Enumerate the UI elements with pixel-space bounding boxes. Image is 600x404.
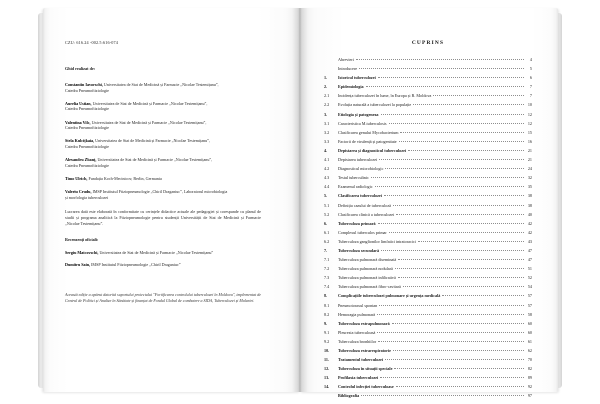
author-name: Aurelia Ustian, (65, 100, 92, 106)
toc-leader-dots (418, 241, 524, 242)
toc-entry-page-number: 5 (529, 66, 532, 72)
reviewer-name: Sergiu Matcovschi, (65, 249, 99, 255)
toc-content (324, 40, 532, 404)
toc-entry-number: 12. (324, 366, 330, 372)
author-affiliation: Universitatea de Stat de Medicină și Farmacie „Nicolae Testemițanu”, (103, 82, 219, 87)
toc-leader-dots (408, 150, 523, 151)
toc-entry-label: Complicațiile tuberculozei pulmonare și urgența medicală (338, 293, 441, 299)
toc-entry-number: 5.1 (324, 202, 330, 208)
toc-entry-page-number: 61 (527, 338, 532, 344)
toc-entry-label: Tuberculoza pulmonară infiltrativă (338, 275, 396, 281)
toc-leader-dots (389, 123, 524, 124)
toc-entry-page-number: 51 (527, 266, 532, 272)
toc-entry-label: Epidemiologia (338, 84, 364, 90)
toc-entry-label: Diagnosticul microbiologic (338, 166, 384, 172)
author-affiliation: Universitatea de Stat de Medicină și Farmacie „Nicolae Testemițanu”, (92, 100, 208, 106)
toc-entry-page-number: 57 (527, 293, 532, 299)
toc-entry-number: 7.3 (324, 275, 330, 281)
author-affiliation: Universitatea de Stat de Medicină și Farmacie „Nicolae Testemițanu”, (91, 119, 207, 125)
author-department: Catedra Pneumoftiziologie (65, 162, 109, 168)
toc-entry-number: 3. (324, 111, 328, 117)
toc-entry-number: 2.1 (324, 93, 330, 99)
toc-entry-label: Tuberculoza pulmonară fibro-cavitară (338, 284, 401, 290)
toc-entry-label: Tuberculoza extrarespiratorie (338, 348, 391, 353)
toc-entry-number: 3.1 (324, 120, 330, 126)
toc-entry-label: Tuberculoza ganglionilor limfatici intratoracici (338, 238, 416, 244)
toc-entry-number: 6.1 (324, 229, 330, 235)
toc-leader-dots (394, 368, 523, 369)
toc-entry-page-number: 70 (527, 357, 532, 363)
toc-entry-label: Hemoragia pulmonară (338, 311, 376, 317)
toc-entry-label: Complexul tuberculos primar (338, 229, 387, 235)
author-affiliation: Universitatea de Stat de Medicină și Farmacie „Nicolae Testemițanu”, (95, 138, 210, 144)
toc-entry-page-number: 35 (527, 184, 532, 190)
toc-entry-number: 8.2 (324, 311, 330, 317)
toc-entry-label: Clasificarea clinică a tuberculozei (338, 211, 395, 217)
author-entry (65, 189, 261, 200)
toc-entry-label: Etiologia și patogeneza (338, 111, 379, 117)
author-name: Alexandru Zbanț, (65, 157, 97, 163)
toc-leader-dots (379, 159, 523, 160)
toc-leader-dots (399, 141, 524, 142)
toc-leader-dots (379, 305, 523, 306)
toc-entry-number: 8.1 (324, 302, 330, 308)
toc-entry-number: 11. (324, 357, 329, 363)
toc-leader-dots (361, 395, 523, 396)
czu-code: CZU: 616.24 -002.5:616-074 (65, 40, 118, 45)
toc-entry-page-number: 16 (527, 138, 532, 144)
toc-entry-label: Tuberculoza secundară (338, 247, 380, 253)
toc-leader-dots (384, 195, 524, 196)
toc-entry-label: Pleurezia tuberculoasă (338, 329, 376, 335)
toc-entry-number: 6. (324, 220, 328, 226)
scope-paragraph: Lucrarea dată este elaborată în conformitate cu cerințele didactice actuale ale pedagogiei și corespunde cu planul de studii și programa analitică la Ftiziopneumologie pentru studenții Universității de Stat de Medicină și Farmacie „Nicolae Testemițanu”. (65, 209, 261, 226)
toc-entry-label: Pneumotoraxul spontan (338, 302, 378, 308)
toc-entry-page-number: 42 (527, 220, 532, 226)
toc-entry-label: Tuberculoza în situații speciale (338, 366, 393, 372)
toc-leader-dots (396, 386, 524, 387)
author-entry (65, 176, 261, 182)
toc-entry-number: 9.2 (324, 338, 330, 344)
toc-entry-label: Introducere (338, 66, 358, 72)
toc-entry-page-number: 43 (527, 238, 532, 244)
toc-entry-page-number: 58 (527, 311, 532, 317)
toc-entry-page-number: 38 (527, 202, 532, 208)
toc-leader-dots (413, 104, 523, 105)
toc-entry-label: Caracteristica M.tuberculosis (338, 120, 387, 126)
toc-entry-number: 4. (324, 147, 328, 153)
toc-entry-label: Abrevieri (338, 57, 354, 62)
reviewers-list (65, 250, 261, 268)
toc-entry-number: 5.2 (324, 211, 330, 217)
toc-entry-number: 8. (324, 293, 328, 299)
reviewer-affiliation: Universitatea de Stat de Medicină și Farmacie „Nicolae Testemițanu” (99, 249, 214, 255)
author-name: Constantin Iavorschi, (65, 82, 103, 87)
toc-entry-label: Tuberculoza extrapulmonară (338, 320, 390, 326)
toc-entry-page-number: 12 (527, 111, 532, 117)
toc-entry-number: 2. (324, 84, 328, 90)
toc-entry-page-number: 32 (527, 175, 532, 181)
toc-entry-number: 9.1 (324, 329, 330, 335)
toc-entry-number: 3.2 (324, 129, 330, 135)
author-department: Catedra Pneumoftiziologie (65, 106, 109, 112)
toc-entry-label: Evoluția naturală a tuberculozei la populație (338, 102, 412, 108)
reviewers-heading: Recenzenți oficiali: (65, 236, 99, 242)
toc-entry-page-number: 15 (527, 129, 532, 135)
toc-leader-dots (377, 332, 523, 333)
toc-leader-dots (371, 177, 524, 178)
toc-entry-number: 5. (324, 193, 328, 199)
toc-leader-dots (377, 314, 523, 315)
toc-entry-page-number: 24 (527, 166, 532, 172)
toc-leader-dots (442, 295, 523, 296)
toc-entry-page-number: 62 (527, 348, 532, 353)
toc-entry-label: Testul tuberculinic (338, 175, 369, 181)
toc-entry-label: Tuberculoza pulmonară nodulară (338, 266, 393, 272)
toc-entry-number: 1. (324, 75, 328, 81)
toc-entry-label: Clasificarea genului Mycobacterium (338, 129, 399, 135)
toc-entry-label: Depistarea și diagnosticul tuberculozei (338, 147, 407, 153)
toc-entry-label: Factorii de virulență și patogenitate (338, 138, 397, 144)
toc-list (324, 58, 532, 404)
toc-entry-label: Examenul radiologic (338, 184, 373, 190)
toc-entry-page-number: 52 (527, 275, 532, 281)
toc-leader-dots (393, 350, 524, 351)
toc-entry-page-number: 42 (527, 229, 532, 235)
author-affiliation: Universitatea de Stat de Medicină și Farmacie „Nicolae Testemițanu”, (97, 157, 213, 163)
toc-entry-page-number: 38 (527, 193, 532, 199)
toc-entry-page-number: 12 (527, 120, 532, 126)
toc-entry-number: 2.2 (324, 102, 330, 108)
toc-leader-dots (389, 232, 524, 233)
toc-leader-dots (396, 214, 523, 215)
toc-entry-number: 4.2 (324, 166, 330, 172)
toc-entry-label: Depistarea tuberculozei (338, 157, 378, 163)
toc-entry-number: 3.3 (324, 138, 330, 144)
author-name: Stela Kulcițkaia, (65, 138, 95, 144)
author-entry (65, 138, 261, 149)
toc-entry-number: 14. (324, 384, 330, 390)
toc-entry-page-number: 21 (527, 157, 532, 163)
toc-leader-dots (378, 341, 523, 342)
toc-leader-dots (359, 68, 523, 69)
toc-entry-number: 7. (324, 247, 328, 253)
author-entry (65, 157, 261, 168)
reviewer-entry (65, 262, 261, 268)
toc-entry-page-number: 47 (527, 247, 532, 253)
toc-leader-dots (378, 223, 524, 224)
toc-entry-number: 4.3 (324, 175, 330, 181)
author-name: Timo Ulrich, (65, 175, 88, 181)
toc-entry-number: 9. (324, 320, 328, 326)
author-department: Catedra Pneumoftiziologie (65, 125, 109, 131)
toc-leader-dots (380, 377, 523, 378)
toc-leader-dots (366, 86, 524, 87)
author-affiliation: Fundația Koch-Mecinicov, Berlin, Germania (88, 175, 162, 181)
toc-entry-label: Tuberculoza primară (338, 220, 376, 226)
toc-leader-dots (378, 77, 524, 78)
toc-entry-page-number: 97 (527, 393, 532, 399)
reviewer-affiliation: IMSP Institutul Ftiziopneumologie „Chiril Draganiuc” (91, 262, 181, 268)
author-name: Valentina Vilc, (65, 119, 91, 125)
toc-entry-page-number: 40 (527, 211, 532, 217)
toc-entry-page-number: 60 (527, 320, 532, 326)
toc-entry-page-number: 21 (527, 147, 532, 153)
author-department: Catedra Pneumoftiziologie (65, 87, 109, 93)
toc-entry-number: 10. (324, 348, 330, 353)
toc-leader-dots (395, 268, 524, 269)
authors-list (65, 82, 261, 200)
author-entry (65, 82, 261, 93)
toc-entry-number: 13. (324, 375, 330, 381)
guide-authors-heading: Ghid realizat de: (65, 66, 96, 71)
toc-title: CUPRINS (411, 40, 445, 46)
toc-entry[interactable] (324, 394, 532, 403)
toc-leader-dots (381, 250, 523, 251)
toc-leader-dots (398, 277, 524, 278)
reviewer-name: Dumitru Sain, (65, 262, 91, 268)
toc-entry-label: Incidența tuberculozei în lume, în Europa și R. Moldova (338, 93, 432, 99)
author-entry (65, 120, 261, 131)
toc-entry-number: 7.1 (324, 257, 330, 263)
author-department: și morfologia tuberculozei (65, 194, 109, 200)
toc-entry-number: 4.4 (324, 184, 330, 190)
toc-entry-number: 6.2 (324, 238, 330, 244)
toc-entry-page-number: 7 (529, 93, 532, 99)
credits-content (65, 40, 261, 304)
toc-leader-dots (356, 59, 524, 60)
toc-entry-page-number: 4 (529, 57, 532, 62)
toc-entry-number: 7.2 (324, 266, 330, 272)
toc-entry-label: Istoricul tuberculozei (338, 75, 376, 81)
author-affiliation: IMSP Institutul Ftiziopneumologie „Chiril Draganiuc”, Laboratorul microbiologia (92, 189, 228, 195)
author-department: Catedra Pneumoftiziologie (65, 143, 109, 149)
toc-leader-dots (381, 114, 524, 115)
toc-entry-label: Profilaxia tuberculozei (338, 375, 379, 381)
toc-leader-dots (392, 323, 524, 324)
toc-entry-page-number: 10 (527, 102, 532, 108)
funding-note: Această ediție a apărut datorită suportului proiectului "Fortificarea controlului tuberculozei în Moldova", implementat de Centrul de Politici și Analize în Sănătate și finanțat de Fondul Global de combatere a SIDA, Tuberculozei și Malariei. (65, 292, 261, 303)
toc-entry-page-number: 54 (527, 284, 532, 290)
right-page-table-of-contents (300, 8, 558, 399)
toc-leader-dots (385, 168, 523, 169)
toc-entry-page-number: 92 (527, 384, 532, 390)
toc-entry-page-number: 57 (527, 302, 532, 308)
toc-leader-dots (433, 95, 523, 96)
toc-entry-page-number: 7 (529, 84, 532, 90)
toc-entry-page-number: 6 (529, 75, 532, 81)
toc-entry-label: Bibliografia (338, 393, 360, 399)
author-entry (65, 101, 261, 112)
toc-leader-dots (400, 132, 523, 133)
toc-entry-number: 7.4 (324, 284, 330, 290)
toc-entry-number: 4.1 (324, 157, 330, 163)
toc-entry-page-number: 89 (527, 375, 532, 381)
toc-leader-dots (398, 259, 523, 260)
toc-entry-label: Controlul infecției tuberculoase (338, 384, 394, 390)
toc-entry-label: Definiția cazului de tuberculoză (338, 202, 391, 208)
toc-leader-dots (385, 359, 523, 360)
toc-leader-dots (393, 205, 524, 206)
left-page-credits (43, 8, 300, 392)
toc-entry-label: Tratamentul tuberculozei (338, 357, 384, 363)
toc-entry-label: Tuberculoza pulmonară diseminată (338, 257, 397, 263)
toc-leader-dots (403, 286, 524, 287)
toc-entry-page-number: 60 (527, 329, 532, 335)
author-name: Valeriu Crudu, (65, 189, 92, 195)
toc-entry-page-number: 82 (527, 366, 532, 372)
reviewer-entry (65, 250, 261, 256)
toc-entry-page-number: 47 (527, 257, 532, 263)
toc-entry-label: Tuberculoza bronhiilor (338, 338, 377, 344)
toc-leader-dots (375, 186, 524, 187)
toc-entry-label: Clasificarea tuberculozei (338, 193, 382, 199)
